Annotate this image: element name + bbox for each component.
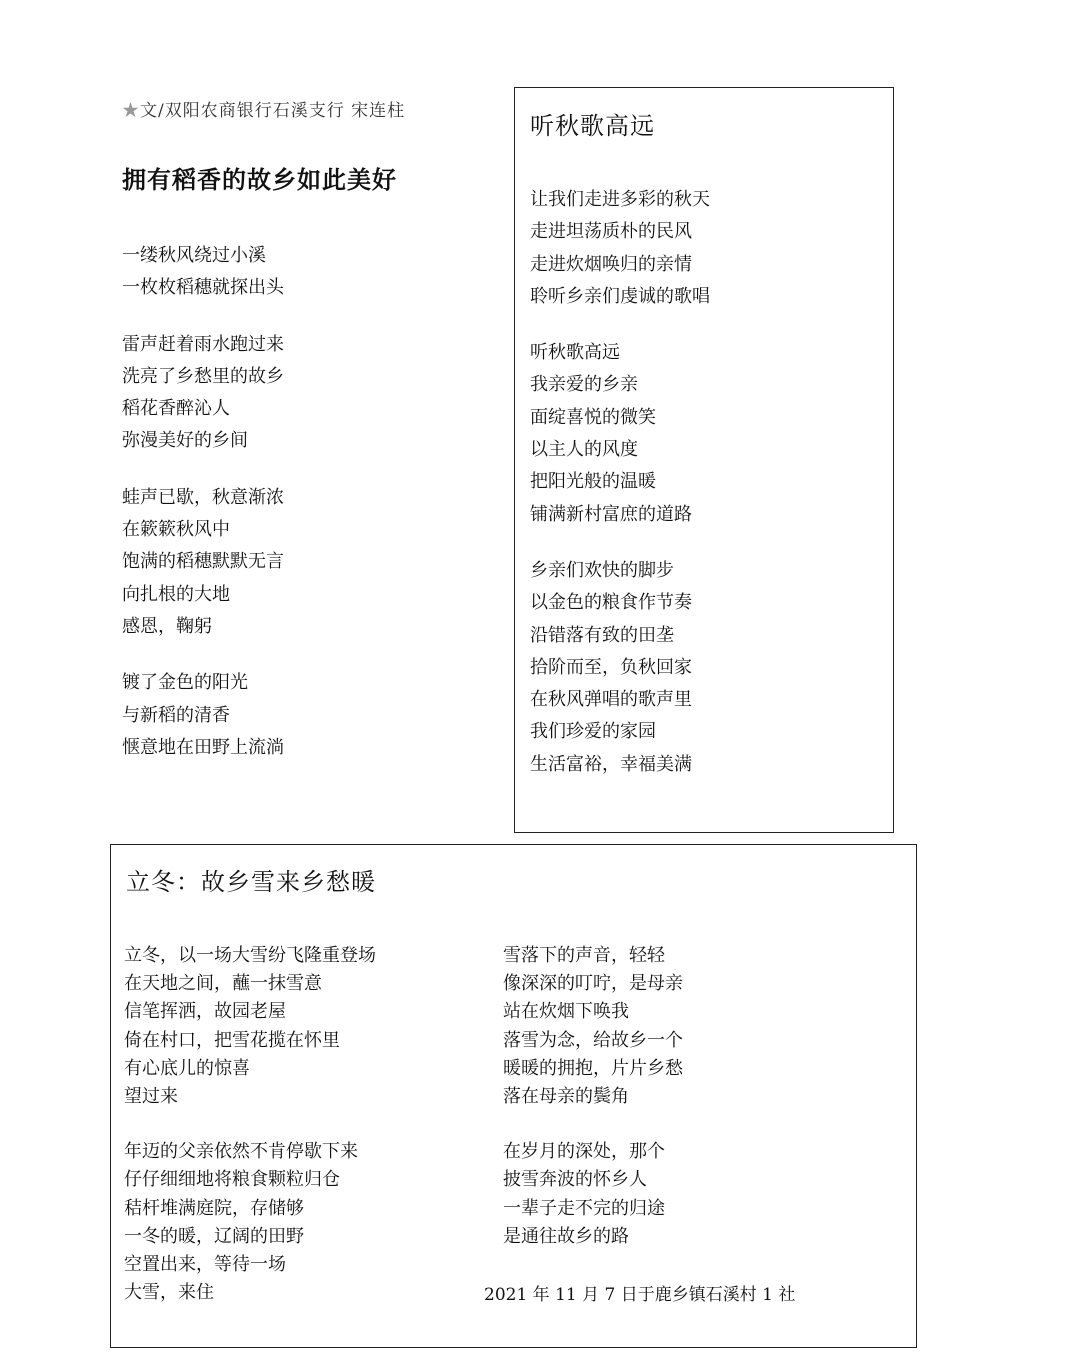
poem-line: 洗亮了乡愁里的故乡 <box>122 365 284 387</box>
stanza <box>530 555 710 781</box>
poem-line: 走进坦荡质朴的民风 <box>530 221 692 243</box>
poem-line: 沿错落有致的田垄 <box>530 624 674 646</box>
poem-line: 暖暖的拥抱，片片乡愁 <box>503 1057 683 1079</box>
poem3-left-column <box>124 942 376 1334</box>
poem-line: 感恩，鞠躬 <box>122 615 212 637</box>
poem-line: 立冬，以一场大雪纷飞隆重登场 <box>124 945 376 966</box>
poem-line: 有心底儿的惊喜 <box>124 1057 250 1079</box>
poem-line: 望过来 <box>124 1086 178 1108</box>
poem-line: 拾阶而至，负秋回家 <box>530 656 692 678</box>
poem3-dateline: 2021 年 11 月 7 日于鹿乡镇石溪村 1 社 <box>484 1285 796 1305</box>
stanza <box>122 667 284 764</box>
stanza <box>530 337 710 531</box>
stanza <box>124 942 376 1111</box>
star-icon: ★ <box>122 101 140 121</box>
poem-line: 饱满的稻穗默默无言 <box>122 551 284 573</box>
poem-line: 与新稻的清香 <box>122 704 230 726</box>
poem-line: 以主人的风度 <box>530 439 638 461</box>
poem-line: 向扎根的大地 <box>122 583 230 605</box>
poem-line: 大雪，来住 <box>124 1282 214 1304</box>
stanza <box>503 1138 683 1251</box>
poem-line: 稻花香醉沁人 <box>122 398 230 420</box>
poem-line: 惬意地在田野上流淌 <box>122 736 284 758</box>
poem-line: 像深深的叮咛，是母亲 <box>503 973 683 995</box>
stanza <box>530 184 710 313</box>
poem-line: 以金色的粮食作节奏 <box>530 592 692 614</box>
poem-line: 雷声赶着雨水跑过来 <box>122 333 284 355</box>
poem-line: 信笔挥洒，故园老屋 <box>124 1001 286 1023</box>
poem-line: 乡亲们欢快的脚步 <box>530 559 674 581</box>
poem-line: 秸杆堆满庭院，存储够 <box>124 1197 304 1219</box>
poem-line: 在岁月的深处，那个 <box>503 1141 665 1163</box>
poem-line: 蛙声已歇，秋意渐浓 <box>122 486 284 508</box>
poem-line: 走进炊烟唤归的亲情 <box>530 253 692 275</box>
stanza <box>122 482 284 643</box>
stanza <box>122 329 284 458</box>
poem3-title: 立冬：故乡雪来乡愁暖 <box>126 868 376 896</box>
poem-line: 面绽喜悦的微笑 <box>530 406 656 428</box>
poem1-title: 拥有稻香的故乡如此美好 <box>122 166 397 194</box>
stanza <box>124 1138 376 1307</box>
byline <box>122 96 405 121</box>
poem-line: 一冬的暖，辽阔的田野 <box>124 1225 304 1247</box>
poem-line: 聆听乡亲们虔诚的歌唱 <box>530 285 710 307</box>
poem-line: 年迈的父亲依然不肯停歇下来 <box>124 1141 358 1163</box>
poem-line: 在簌簌秋风中 <box>122 519 230 541</box>
poem-line: 我亲爱的乡亲 <box>530 374 638 396</box>
byline-text: 文/双阳农商银行石溪支行 宋连柱 <box>140 101 406 121</box>
poem2-title: 听秋歌高远 <box>530 112 655 140</box>
poem-line: 一辈子走不完的归途 <box>503 1197 665 1219</box>
poem3-right-column <box>503 942 683 1278</box>
poem2-body <box>530 184 710 805</box>
poem-line: 镀了金色的阳光 <box>122 672 248 694</box>
poem-line: 弥漫美好的乡间 <box>122 430 248 452</box>
poem-line: 在秋风弹唱的歌声里 <box>530 689 692 711</box>
poem-line: 铺满新村富庶的道路 <box>530 503 692 525</box>
poem-line: 仔仔细细地将粮食颗粒归仓 <box>124 1169 340 1191</box>
poem-line: 我们珍爱的家园 <box>530 721 656 743</box>
poem-line: 是通往故乡的路 <box>503 1225 629 1247</box>
poem-line: 雪落下的声音，轻轻 <box>503 945 665 966</box>
stanza <box>122 240 284 305</box>
poem-line: 把阳光般的温暖 <box>530 471 656 493</box>
poem-line: 让我们走进多彩的秋天 <box>530 189 710 210</box>
poem-line: 生活富裕，幸福美满 <box>530 753 692 775</box>
poem-line: 在天地之间，蘸一抹雪意 <box>124 973 322 995</box>
poem-line: 倚在村口，把雪花揽在怀里 <box>124 1029 340 1051</box>
poem-line: 一枚枚稻穗就探出头 <box>122 277 284 299</box>
poem-line: 落雪为念，给故乡一个 <box>503 1029 683 1051</box>
poem-line: 落在母亲的鬓角 <box>503 1086 629 1108</box>
poem1-body <box>122 240 284 788</box>
poem-line: 一缕秋风绕过小溪 <box>122 245 266 266</box>
poem-line: 站在炊烟下唤我 <box>503 1001 629 1023</box>
poem-line: 披雪奔波的怀乡人 <box>503 1169 647 1191</box>
poem-line: 空置出来，等待一场 <box>124 1254 286 1276</box>
poem-line: 听秋歌高远 <box>530 342 620 364</box>
stanza <box>503 942 683 1111</box>
